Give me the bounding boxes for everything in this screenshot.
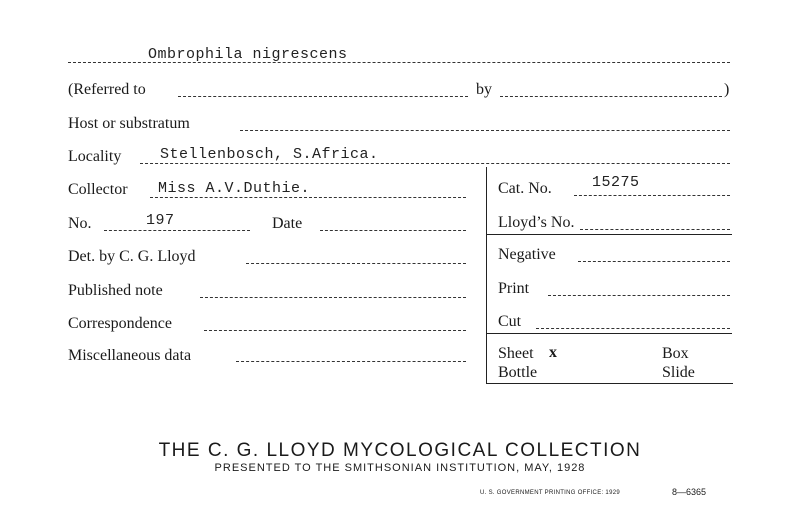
misc-data-label: Miscellaneous data (68, 347, 192, 364)
cat-no-label: Cat. No. (498, 180, 552, 197)
misc-data-line (236, 361, 466, 362)
date-line (320, 230, 466, 231)
published-note-label: Published note (68, 282, 163, 299)
det-by-line (246, 263, 466, 264)
catalog-divider (486, 333, 732, 334)
by-label: by (476, 81, 492, 98)
no-label: No. (68, 215, 92, 232)
printing-office-note: U. S. GOVERNMENT PRINTING OFFICE: 1929 (480, 490, 620, 496)
cat-no-line (574, 195, 730, 196)
slide-label: Slide (662, 364, 695, 381)
published-note-line (200, 297, 466, 298)
locality-line (140, 163, 730, 164)
host-line (240, 130, 730, 131)
referred-to-label: (Referred to (68, 81, 146, 98)
collection-title: THE C. G. LLOYD MYCOLOGICAL COLLECTION (158, 440, 642, 461)
referred-to-line (178, 96, 468, 97)
locality-label: Locality (68, 148, 122, 165)
cut-label: Cut (498, 313, 522, 330)
host-label: Host or substratum (68, 115, 190, 132)
correspondence-line (204, 330, 466, 331)
species-name: Ombrophila nigrescens (148, 46, 348, 63)
correspondence-label: Correspondence (68, 315, 172, 332)
negative-line (578, 261, 730, 262)
sheet-mark: x (549, 344, 557, 361)
sheet-label: Sheet (498, 345, 534, 362)
catalog-divider (486, 234, 732, 235)
collector-line (150, 197, 466, 198)
det-by-label: Det. by C. G. Lloyd (68, 248, 196, 265)
bottle-label: Bottle (498, 364, 538, 381)
cat-no-value: 15275 (592, 174, 640, 191)
box-label: Box (662, 345, 689, 362)
cut-line (536, 328, 730, 329)
date-label: Date (272, 215, 303, 232)
print-line (548, 295, 730, 296)
negative-label: Negative (498, 246, 556, 263)
form-number: 8—6365 (672, 487, 707, 497)
no-line (104, 230, 250, 231)
print-label: Print (498, 280, 530, 297)
lloyds-no-line (580, 229, 730, 230)
collector-label: Collector (68, 181, 128, 198)
no-value: 197 (146, 212, 175, 229)
collection-subtitle: PRESENTED TO THE SMITHSONIAN INSTITUTION, MAY, 1928 (214, 462, 586, 474)
locality-value: Stellenbosch, S.Africa. (160, 146, 379, 163)
collector-value: Miss A.V.Duthie. (158, 180, 311, 197)
close-paren: ) (724, 81, 730, 98)
lloyds-no-label: Lloyd’s No. (498, 214, 575, 231)
by-line (500, 96, 722, 97)
